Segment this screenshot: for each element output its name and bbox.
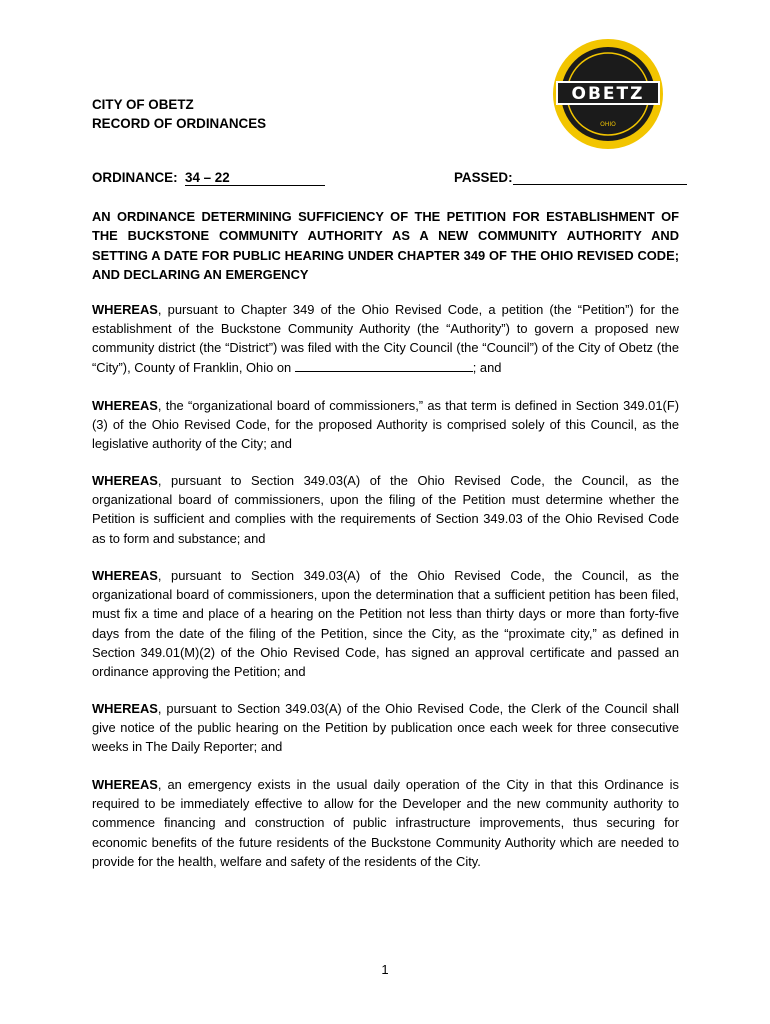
whereas-label: WHEREAS (92, 777, 158, 792)
whereas-paragraph (92, 471, 679, 548)
whereas-label: WHEREAS (92, 701, 158, 716)
passed-field (454, 170, 687, 185)
city-logo (552, 38, 664, 150)
logo-subtext: OHIO (600, 121, 616, 128)
ordinance-label: ORDINANCE: (92, 170, 178, 185)
ordinance-field (92, 170, 325, 186)
logo-text: OBETZ (571, 84, 645, 104)
whereas-label: WHEREAS (92, 398, 158, 413)
passed-label: PASSED: (454, 170, 513, 185)
ordinance-number: 34 – 22 (185, 171, 325, 186)
record-title: RECORD OF ORDINANCES (92, 116, 267, 131)
paragraph-text: , the “organizational board of commissioners,” as that term is defined in Section 349.01(F)(3) of the Ohio Revised Code, for the proposed Authority is comprised solely of this Council, as the legislative authority of the City; and (92, 398, 679, 452)
paragraph-text: , pursuant to Chapter 349 of the Ohio Revised Code, a petition (the “Petition”) for the establishment of the Buckstone Community Authority (the “Authority”) to govern a proposed new community district (the “District”) was filed with the City Council (the “Council”) of the City of Obetz (the “City”), County of Franklin, Ohio on (92, 302, 679, 375)
ordinance-title: AN ORDINANCE DETERMINING SUFFICIENCY OF THE PETITION FOR ESTABLISHMENT OF THE BUCKSTONE COMMUNITY AUTHORITY AS A NEW COMMUNITY AUTHORITY AND SETTING A DATE FOR PUBLIC HEARING UNDER CHAPTER 349 OF THE OHIO REVISED CODE; AND DECLARING AN EMERGENCY (92, 209, 679, 282)
whereas-paragraph (92, 699, 679, 757)
passed-blank (513, 171, 687, 185)
paragraph-text: , an emergency exists in the usual daily operation of the City in that this Ordinance is required to be immediately effective to allow for the Developer and the new community authority to commence financing and construction of public infrastructure improvements, thus securing for economic benefits of the future residents of the Buckstone Community Authority which are needed to provide for the health, welfare and safety of the residents of the City. (92, 777, 679, 869)
paragraph-text: , pursuant to Section 349.03(A) of the Ohio Revised Code, the Council, as the organizational board of commissioners, upon the determination that a sufficient petition has been filed, must fix a time and place of a hearing on the Petition not less than thirty days or more than forty-five days from the date of the filing of the Petition, since the City, as the “proximate city,” as defined in Section 349.01(M)(2) of the Ohio Revised Code, has signed an approval certificate and passed an ordinance approving the Petition; and (92, 568, 679, 680)
whereas-paragraph (92, 300, 679, 377)
page-number: 1 (381, 962, 389, 977)
whereas-paragraph (92, 566, 679, 681)
paragraph-tail: ; and (472, 359, 502, 375)
whereas-label: WHEREAS (92, 302, 158, 317)
paragraph-text: , pursuant to Section 349.03(A) of the Ohio Revised Code, the Council, as the organizational board of commissioners, upon the filing of the Petition must determine whether the Petition is sufficient and complies with the requirements of Section 349.03 of the Ohio Revised Code as to form and substance; and (92, 473, 679, 546)
city-name: CITY OF OBETZ (92, 97, 194, 112)
document-header (92, 95, 266, 133)
whereas-label: WHEREAS (92, 568, 158, 583)
date-blank (295, 359, 473, 372)
paragraph-text: , pursuant to Section 349.03(A) of the Ohio Revised Code, the Clerk of the Council shall give notice of the public hearing on the Petition by publication once each week for three consecutive weeks in The Daily Reporter; and (92, 701, 679, 755)
whereas-paragraph (92, 775, 679, 871)
whereas-paragraph (92, 396, 679, 454)
whereas-label: WHEREAS (92, 473, 158, 488)
